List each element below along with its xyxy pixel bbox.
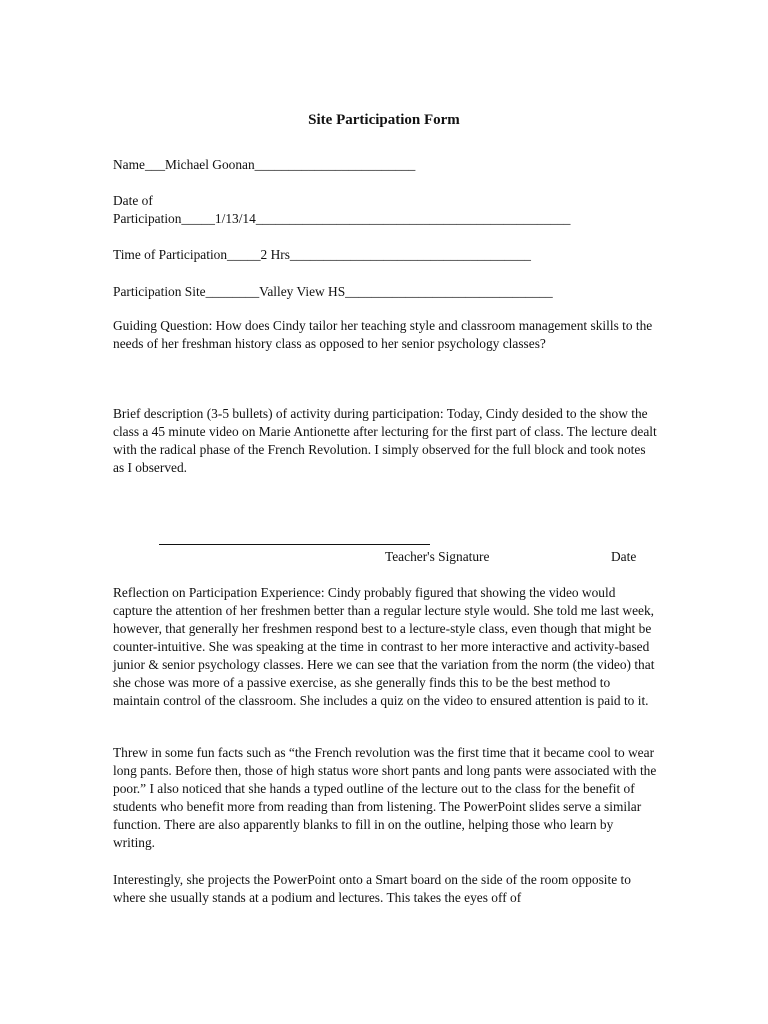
reflection-paragraph-1 <box>113 584 658 710</box>
name-field: Name___Michael Goonan________________________ <box>113 157 416 172</box>
date-signature-label: Date <box>611 549 637 564</box>
reflection-text-2: Threw in some fun facts such as “the French revolution was the first time that it became cool to wear long pants. Before then, those of high status wore short pants and long pants were associated with the poor.” I also noticed that she hands a typed outline of the lecture out to the class for the benefit of students who benefit more from reading than from listening. The PowerPoint slides serve a similar function. There are also apparently blanks to fill in on the outline, helping those who learn by writing. <box>113 745 657 850</box>
guiding-question-text: Guiding Question: How does Cindy tailor her teaching style and classroom management skills to the needs of her freshman history class as opposed to her senior psychology classes? <box>113 318 653 351</box>
time-field: Time of Participation_____2 Hrs____________________________________ <box>113 247 531 262</box>
teacher-signature-label: Teacher's Signature <box>385 549 490 564</box>
reflection-paragraph-2 <box>113 744 658 852</box>
form-title: Site Participation Form <box>308 112 460 128</box>
date-label: Date of <box>113 193 153 208</box>
brief-description-text: Brief description (3-5 bullets) of activity during participation: Today, Cindy desided to the show the class a 45 minute video on Marie Antionette after lecturing for the first part of class. The lecture dealt with the radical phase of the French Revolution. I simply observed for the full block and took notes as I observed. <box>113 406 657 475</box>
guiding-question <box>113 317 658 353</box>
reflection-text-1: Reflection on Participation Experience: Cindy probably figured that showing the video would capture the attention of her freshmen better than a regular lecture style would. She told me last week, however, that generally her freshmen respond best to a lecture-style class, even though that might be counter-intuitive. She was speaking at the time in contrast to her more interactive and activity-based junior & senior psychology classes. Here we can see that the variation from the norm (the video) that she chose was more of a passive exercise, as she generally finds this to be the best method to maintain control of the classroom. She includes a quiz on the video to ensured attention is paid to it. <box>113 585 655 708</box>
date-field: Participation_____1/13/14_______________________________________________ <box>113 211 571 226</box>
brief-description <box>113 405 658 477</box>
site-field: Participation Site________Valley View HS_______________________________ <box>113 284 553 299</box>
reflection-paragraph-3 <box>113 871 658 907</box>
reflection-text-3: Interestingly, she projects the PowerPoint onto a Smart board on the side of the room opposite to where she usually stands at a podium and lectures. This takes the eyes off of <box>113 872 631 905</box>
signature-line <box>159 544 430 545</box>
